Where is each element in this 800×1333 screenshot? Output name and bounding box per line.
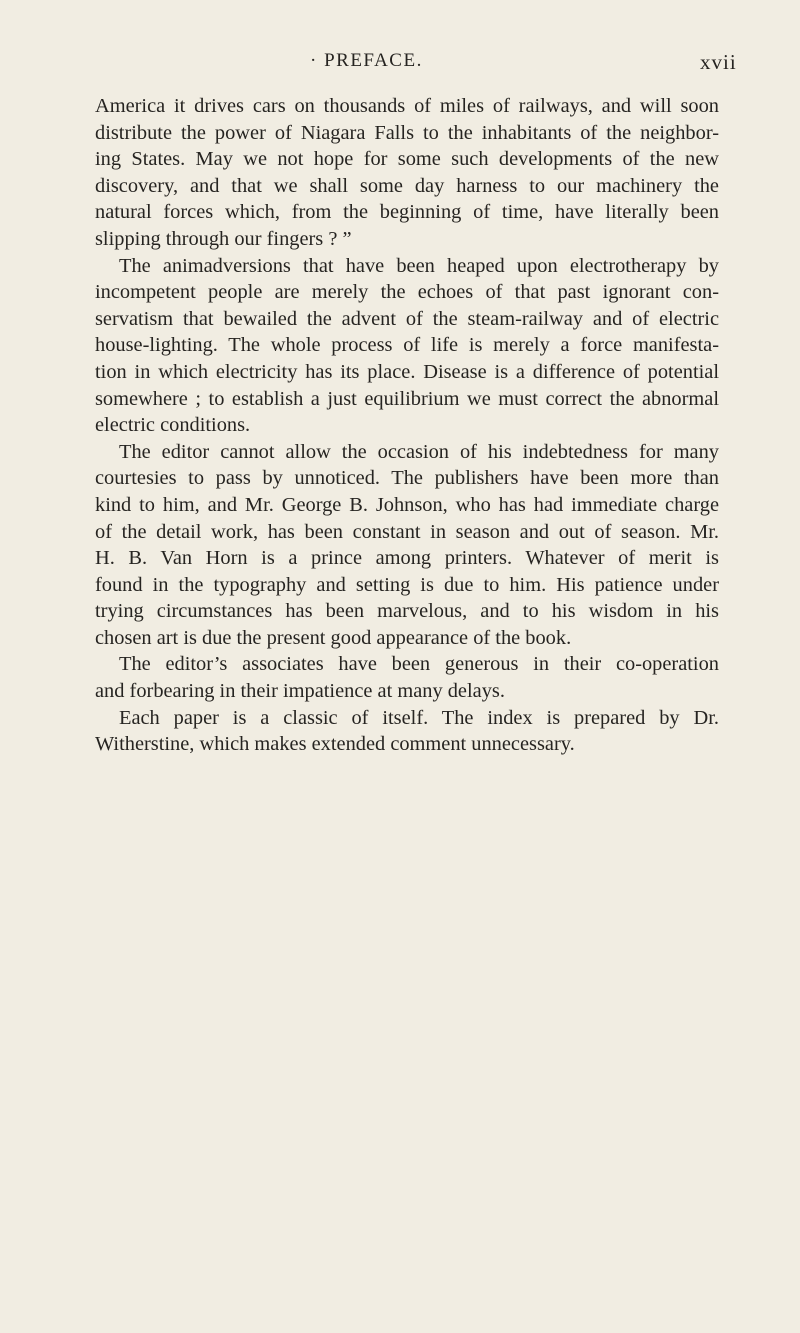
text-line: somewhere ; to establish a just equilibrium we must correct the abnormal — [95, 387, 719, 410]
text-line: distribute the power of Niagara Falls to the inhabitants of the neighbor- — [95, 121, 719, 144]
paragraph-3 — [95, 439, 719, 652]
text-line: Each paper is a classic of itself. The index is prepared by Dr. — [119, 706, 719, 729]
paragraph-1 — [95, 93, 719, 253]
text-line: discovery, and that we shall some day harness to our machinery the — [95, 174, 719, 197]
text-line: kind to him, and Mr. George B. Johnson, who has had immediate charge — [95, 493, 719, 516]
text-line: chosen art is due the present good appearance of the book. — [95, 626, 572, 649]
text-line: The animadversions that have been heaped upon electrotherapy by — [119, 254, 719, 277]
text-line: natural forces which, from the beginning of time, have literally been — [95, 201, 719, 224]
text-line: of the detail work, has been constant in season and out of season. Mr. — [95, 520, 719, 543]
body-text — [95, 93, 719, 758]
text-line: found in the typography and setting is due to him. His patience under — [95, 573, 719, 596]
text-line: tion in which electricity has its place. Disease is a difference of potential — [95, 360, 719, 383]
text-line: The editor’s associates have been generous in their co-operation — [119, 653, 719, 676]
text-line: Witherstine, which makes extended comment unnecessary. — [95, 733, 575, 756]
text-line: servatism that bewailed the advent of the steam-railway and of electric — [95, 307, 719, 330]
text-line: ing States. May we not hope for some such developments of the new — [95, 148, 719, 171]
text-line: and forbearing in their impatience at many delays. — [95, 680, 505, 703]
section-title: · PREFACE. — [310, 50, 423, 71]
text-line: incompetent people are merely the echoes of that past ignorant con- — [95, 281, 719, 304]
text-line: slipping through our fingers ? ” — [95, 227, 352, 250]
text-line: house-lighting. The whole process of life is merely a force manifesta- — [95, 334, 719, 357]
text-line: H. B. Van Horn is a prince among printers. Whatever of merit is — [95, 547, 719, 570]
paragraph-5 — [95, 705, 719, 758]
page-number: xvii — [700, 50, 737, 74]
text-line: electric conditions. — [95, 414, 251, 437]
paragraph-2 — [95, 253, 719, 439]
text-line: America it drives cars on thousands of miles of railways, and will soon — [95, 95, 719, 117]
text-line: courtesies to pass by unnoticed. The publishers have been more than — [95, 467, 719, 490]
running-head — [0, 50, 800, 80]
paragraph-4 — [95, 651, 719, 704]
text-line: The editor cannot allow the occasion of his indebtedness for many — [119, 440, 719, 463]
text-line: trying circumstances has been marvelous, and to his wisdom in his — [95, 600, 719, 623]
